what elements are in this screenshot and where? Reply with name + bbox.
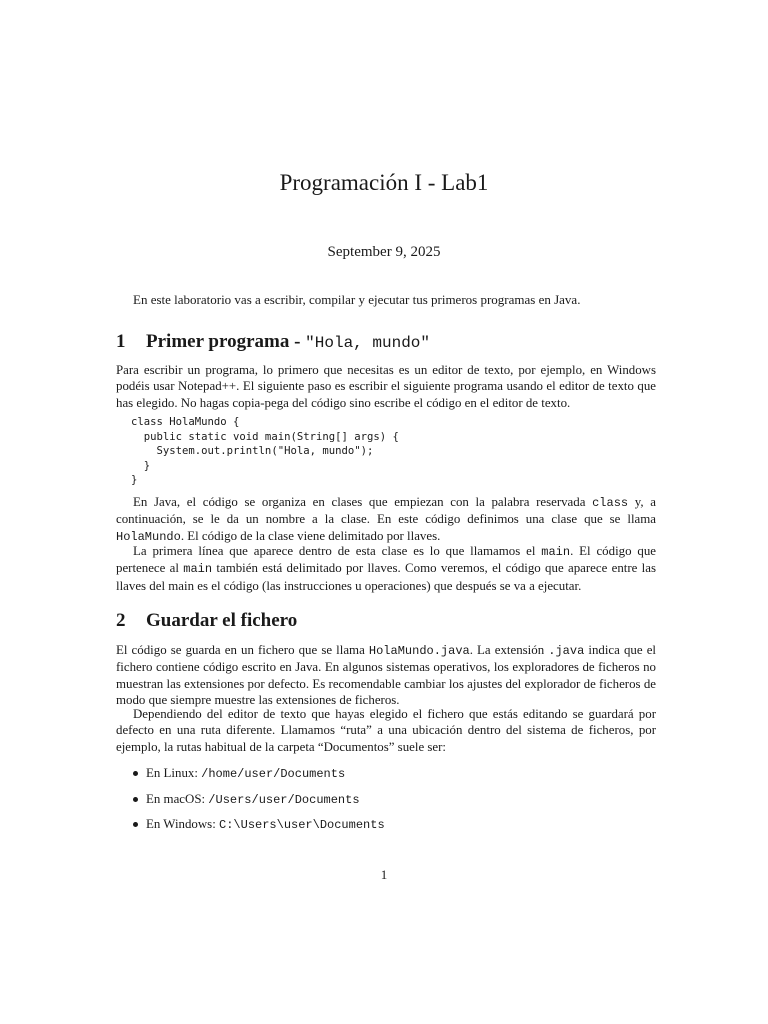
- text-run: y, a continuación, se le da un nombre a la clase. En este código definimos una clase que se llama: [116, 495, 656, 527]
- text-run: La primera línea que aparece dentro de esta clase es lo que llamamos el: [133, 544, 542, 558]
- list-item-path: /Users/user/Documents: [208, 792, 360, 807]
- page-number: 1: [380, 867, 388, 882]
- inline-code: HolaMundo.java: [368, 644, 470, 658]
- document-title: Programación I - Lab1: [279, 170, 489, 195]
- section-1-heading: [116, 330, 430, 355]
- path-list: [133, 764, 385, 841]
- text-run: El código se guarda en un fichero que se llama: [116, 643, 369, 657]
- list-item-label: En Windows:: [146, 817, 220, 831]
- abstract-paragraph: En este laboratorio vas a escribir, compilar y ejecutar tus primeros programas en Java.: [133, 292, 581, 307]
- text-run: . El código que pertenece al: [116, 544, 656, 576]
- section-1-paragraph-3: [116, 543, 656, 594]
- list-item: [133, 815, 385, 841]
- list-item: [133, 790, 385, 816]
- section-2-paragraph-2: Dependiendo del editor de texto que hayas elegido el fichero que estás editando se guardará por defecto en una ruta diferente. Llamamos “ruta” a una ubicación dentro del sistema de ficheros, por ejemplo, la rutas habitual de la carpeta “Documentos” suele ser:: [116, 707, 656, 754]
- list-item-label: En Linux:: [146, 766, 202, 780]
- code-listing: class HolaMundo { public static void main(String[] args) { System.out.println("Hola, mundo"); } }: [131, 416, 399, 487]
- inline-code: HolaMundo: [116, 529, 181, 544]
- section-2-heading: [116, 609, 297, 633]
- text-run: . La extensión: [469, 643, 549, 657]
- section-1-intro: Para escribir un programa, lo primero que necesitas es un editor de texto, por ejemplo, en Windows podéis usar Notepad++. El siguiente paso es escribir el siguiente programa usando el editor de texto que has elegido. No hagas copia-pega del código sino escribe el código en el editor de texto.: [116, 363, 656, 410]
- section-title-code: "Hola, mundo": [305, 334, 430, 352]
- section-2-paragraph-1: [116, 642, 656, 709]
- list-item-path: C:\Users\user\Documents: [219, 818, 385, 832]
- section-number: 1: [116, 331, 126, 352]
- list-item: [133, 764, 385, 790]
- text-run: indica que el fichero contiene código escrito en Java. En algunos sistemas operativos, los exploradores de ficheros no muestran las extensiones por defecto. Es recomendable cambiar los ajustes del explorador de ficheros de modo que siempre muestre las extensiones de ficheros.: [116, 643, 656, 708]
- section-1-paragraph-2: [116, 494, 656, 545]
- list-item-label: En macOS:: [146, 791, 209, 806]
- section-number: 2: [116, 610, 126, 631]
- text-run: . El código de la clase viene delimitado por llaves.: [180, 528, 441, 543]
- inline-code: .java: [548, 644, 585, 658]
- section-title: Primer programa -: [146, 331, 306, 352]
- inline-code: main: [541, 545, 571, 559]
- text-run: también está delimitado por llaves. Como veremos, el código que aparece entre las llaves del main es el código (las instrucciones u operaciones) que después se va a ejecutar.: [116, 561, 656, 593]
- inline-code: main: [183, 562, 213, 577]
- inline-code: class: [592, 496, 629, 510]
- section-title: Guardar el fichero: [146, 610, 298, 631]
- text-run: En Java, el código se organiza en clases que empiezan con la palabra reservada: [133, 495, 593, 509]
- document-date: September 9, 2025: [327, 244, 441, 260]
- list-item-path: /home/user/Documents: [201, 767, 346, 781]
